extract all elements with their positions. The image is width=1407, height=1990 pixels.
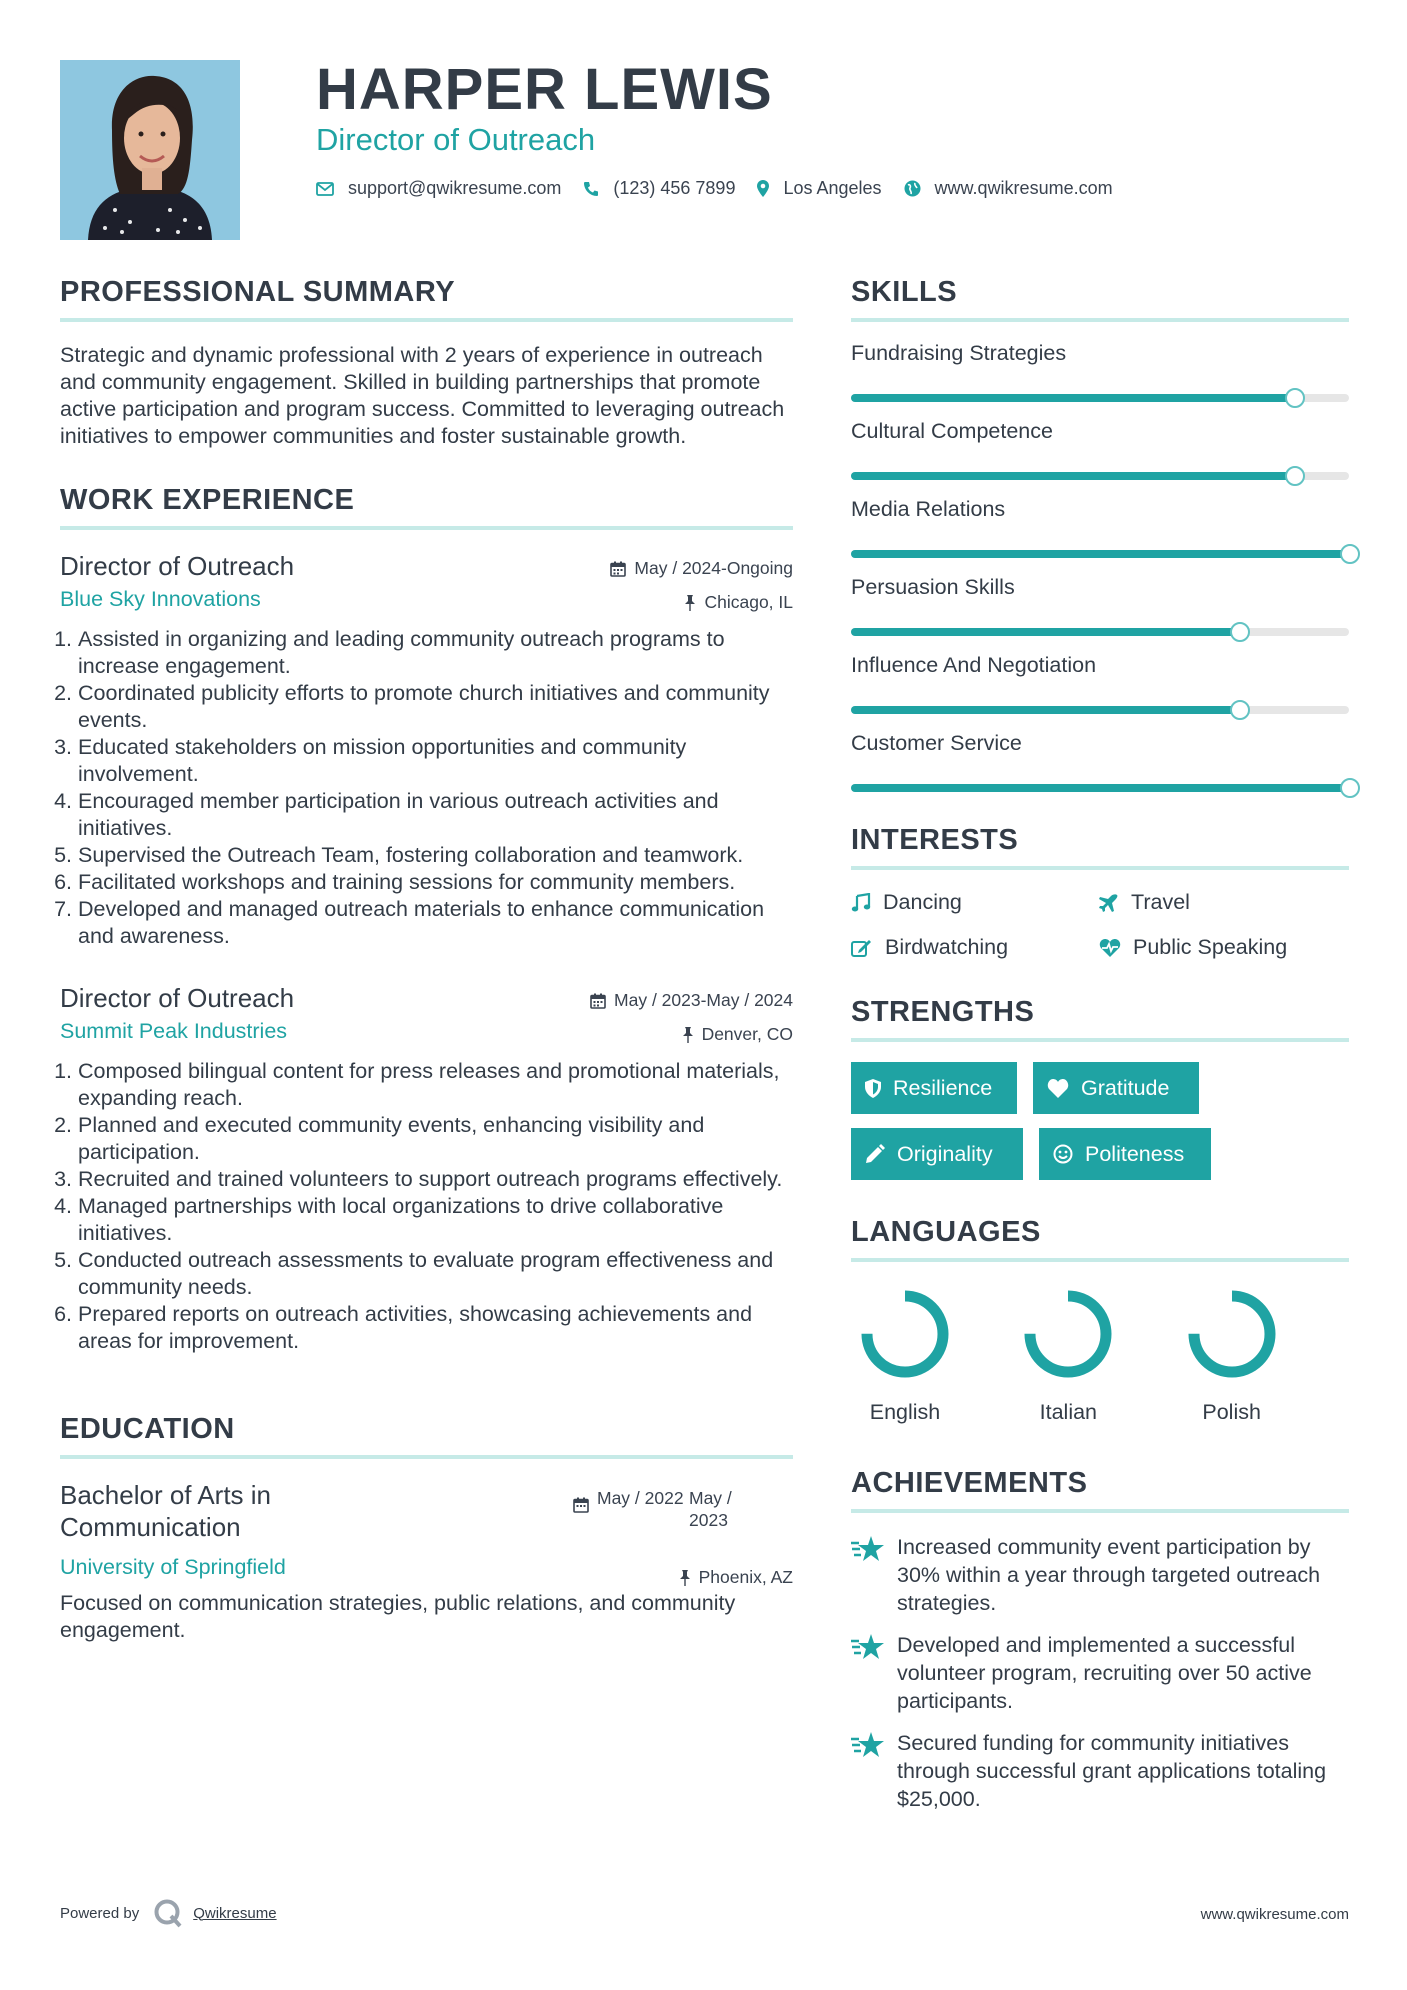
education-start: May / 2022 [597,1488,684,1508]
skills-heading: SKILLS [851,276,1349,322]
job-bullet: 1. Composed bilingual content for press releases and promotional materials, expanding reach. [78,1058,793,1112]
left-column [60,276,793,1644]
education-degree: Bachelor of Arts in Communication [60,1480,271,1542]
strengths-list [851,1062,1349,1180]
skill-name: Influence And Negotiation [851,653,1097,677]
achievement-text: Developed and implemented a successful volunteer program, recruiting over 50 active participants. [897,1633,1312,1713]
skill-level-bar [851,784,1349,792]
skill-level-fill [851,628,1239,636]
star-icon [851,1731,885,1759]
language-name: English [869,1400,941,1424]
job-bullet: 2. Coordinated publicity efforts to promote church initiatives and community events. [78,680,793,734]
skills-list [851,336,1349,804]
skill-name: Customer Service [851,731,1022,755]
skill-name: Persuasion Skills [851,575,1015,599]
language-level-arc [1194,1296,1270,1372]
job-bullet: 4. Encouraged member participation in various outreach activities and initiatives. [78,788,793,842]
interest-item [1099,890,1349,915]
education-description: Focused on communication strategies, public relations, and community engagement. [60,1591,736,1642]
job-title: Director of Outreach [60,983,295,1013]
education-dates [573,1487,745,1531]
smile-icon [1053,1144,1073,1164]
footer-brand-link[interactable]: Qwikresume [193,1904,277,1922]
contact-website-text: www.qwikresume.com [934,178,1113,198]
achievement-item [851,1631,1349,1715]
phone-icon [583,181,599,197]
skill-level-fill [851,472,1294,480]
job-entry [60,550,793,950]
job-location-text: Chicago, IL [704,592,793,612]
job-location [684,592,793,613]
music-note-icon [851,893,871,913]
skill-item [851,414,1349,492]
job-date [590,990,793,1011]
job-location-text: Denver, CO [701,1024,793,1044]
skill-level-knob [1285,466,1305,486]
skill-level-knob [1285,388,1305,408]
job-company: Summit Peak Industries [60,1019,288,1043]
education-end: May / 2023 [689,1488,732,1530]
strength-chip [1039,1128,1211,1180]
strength-chip [851,1128,1023,1180]
footer-powered [60,1898,277,1928]
skill-item [851,648,1349,726]
star-icon [851,1535,885,1563]
contact-bar [316,178,1135,199]
achievement-text: Increased community event participation by 30% within a year through targeted outreach strategies. [897,1535,1321,1615]
skill-name: Fundraising Strategies [851,341,1067,365]
education-heading: EDUCATION [60,1413,793,1459]
skill-level-knob [1230,622,1250,642]
skill-item [851,726,1349,804]
skill-item [851,492,1349,570]
calendar-icon [610,561,626,577]
language-name: Italian [1039,1400,1098,1424]
job-bullet: 1. Assisted in organizing and leading community outreach programs to increase engagement. [78,626,793,680]
education-school: University of Springfield [60,1555,286,1579]
contact-location [757,178,881,199]
skill-level-bar [851,628,1349,636]
interest-label: Birdwatching [885,935,1009,959]
interest-item [1099,935,1349,960]
globe-icon [904,180,921,197]
achievement-item [851,1533,1349,1617]
calendar-icon [573,1497,589,1513]
job-bullet: 7. Developed and managed outreach materials to enhance communication and awareness. [78,896,793,950]
languages-heading: LANGUAGES [851,1216,1349,1262]
job-bullet: 3. Educated stakeholders on mission opportunities and community involvement. [78,734,793,788]
skill-level-bar [851,550,1349,558]
profile-photo [60,60,240,240]
achievement-text: Secured funding for community initiatives through successful grant applications totaling $25,000. [897,1731,1327,1811]
interest-label: Public Speaking [1133,935,1288,959]
skill-level-bar [851,706,1349,714]
experience-heading: WORK EXPERIENCE [60,484,793,530]
language-name: Polish [1202,1400,1261,1424]
language-item [859,1288,1022,1425]
contact-email-text: support@qwikresume.com [348,178,562,198]
strength-chip [1033,1062,1199,1114]
skill-level-fill [851,550,1349,558]
job-bullet: 6. Facilitated workshops and training sessions for community members. [78,869,793,896]
job-bullet: 5. Supervised the Outreach Team, fostering collaboration and teamwork. [78,842,793,869]
strength-label: Originality [897,1141,993,1166]
language-level-arc [867,1296,943,1372]
job-bullets [60,1058,793,1355]
language-level-ring [1022,1288,1114,1380]
education-location-text: Phoenix, AZ [698,1567,793,1587]
strengths-heading: STRENGTHS [851,996,1349,1042]
footer-powered-text: Powered by [60,1904,140,1922]
candidate-name: HARPER LEWIS [316,57,773,122]
skill-level-knob [1340,544,1360,564]
star-icon [851,1633,885,1661]
contact-website[interactable] [904,178,1113,199]
achievement-item [851,1729,1349,1813]
job-title: Director of Outreach [60,551,295,581]
skill-name: Media Relations [851,497,1006,521]
job-bullet: 2. Planned and executed community events, enhancing visibility and participation. [78,1112,793,1166]
job-date [610,558,793,579]
skill-name: Cultural Competence [851,419,1053,443]
pin-icon [684,595,696,611]
job-bullet: 5. Conducted outreach assessments to evaluate program effectiveness and community needs. [78,1247,793,1301]
heart-icon [1047,1079,1069,1098]
skill-level-fill [851,706,1239,714]
job-location [682,1024,793,1045]
pin-icon [682,1027,694,1043]
skill-level-fill [851,784,1349,792]
job-date-text: May / 2023-May / 2024 [614,990,793,1010]
languages-list [859,1288,1349,1425]
skill-level-knob [1230,700,1250,720]
contact-phone[interactable] [583,178,735,199]
skill-item [851,570,1349,648]
envelope-icon [316,182,334,196]
plane-icon [1099,893,1119,913]
summary-heading: PROFESSIONAL SUMMARY [60,276,793,322]
job-bullet: 3. Recruited and trained volunteers to support outreach programs effectively. [78,1166,793,1193]
strength-chip [851,1062,1017,1114]
edit-icon [851,938,873,958]
candidate-role: Director of Outreach [316,122,596,157]
strength-label: Resilience [893,1075,993,1100]
pin-icon [679,1570,691,1586]
education-location [679,1567,793,1588]
interest-label: Travel [1131,890,1190,914]
job-bullets [60,626,793,950]
summary-text: Strategic and dynamic professional with 2 years of experience in outreach and community engagement. Skilled in building partnerships that promote active participation and program success. Committed to leveraging outreach initiatives to empower communities and foster sustainable growth. [60,343,785,448]
job-bullet: 4. Managed partnerships with local organizations to drive collaborative initiatives. [78,1193,793,1247]
heartbeat-icon [1099,938,1121,958]
pencil-icon [865,1144,885,1164]
job-bullet: 6. Prepared reports on outreach activities, showcasing achievements and areas for improvement. [78,1301,793,1355]
contact-phone-text: (123) 456 7899 [613,178,736,198]
contact-email[interactable] [316,178,561,199]
strength-label: Politeness [1085,1141,1185,1166]
skill-item [851,336,1349,414]
skill-level-bar [851,394,1349,402]
language-level-arc [1030,1296,1106,1372]
skill-level-knob [1340,778,1360,798]
interest-item [851,890,1099,915]
job-company: Blue Sky Innovations [60,587,261,611]
education-entry [60,1479,793,1644]
strength-label: Gratitude [1081,1075,1170,1100]
right-column [851,276,1349,1827]
job-entry [60,982,793,1355]
footer-website[interactable]: www.qwikresume.com [1200,1906,1349,1923]
calendar-icon [590,993,606,1009]
achievements-heading: ACHIEVEMENTS [851,1467,1349,1513]
contact-location-text: Los Angeles [783,178,882,198]
shield-icon [865,1079,881,1098]
job-date-text: May / 2024-Ongoing [634,558,793,578]
qwikresume-logo-icon [153,1898,183,1928]
skill-level-fill [851,394,1294,402]
language-item [1022,1288,1185,1425]
skill-level-bar [851,472,1349,480]
interest-item [851,935,1099,960]
language-level-ring [1186,1288,1278,1380]
language-item [1186,1288,1349,1425]
interest-label: Dancing [883,890,962,914]
interests-list [851,890,1349,960]
map-marker-icon [757,180,769,197]
interests-heading: INTERESTS [851,824,1349,870]
language-level-ring [859,1288,951,1380]
